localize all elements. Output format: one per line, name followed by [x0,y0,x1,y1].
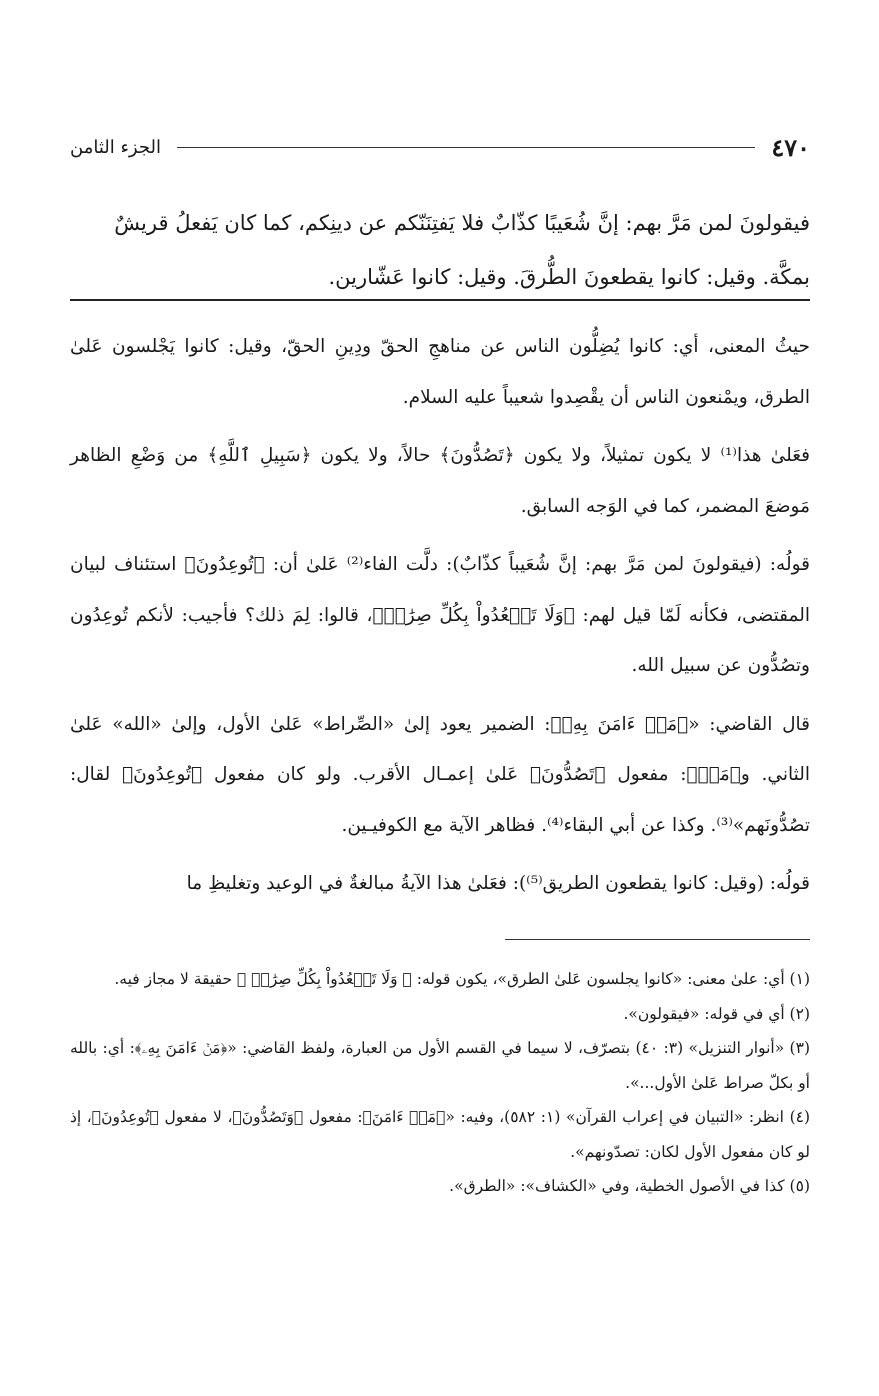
section-divider [70,299,810,301]
paragraph-1: حيثُ المعنى، أي: كانوا يُضِلُّون الناس عن مناهجِ الحقّ ودِينِ الحقّ، وقيل: كانوا يَجْلسون عَلىٰ الطرق، ويمْنعون الناس أن يقْصِدوا شعيباً عليه السلام. [70,336,810,408]
quoted-text-block [70,196,810,304]
footnote-divider [505,939,810,940]
footnote-5: (٥) كذا في الأصول الخطية، وفي «الكشاف»: «الطرق». [449,1177,810,1195]
footnote-1: (١) أي: علىٰ معنى: «كانوا يجلسون عَلىٰ الطرق»، يكون قوله: ﴿ وَلَا تَقۡعُدُواْ بِكُلِّ صِرَٰطٖ ﴾ حقيقة لا مجاز فيه. [114,970,810,988]
paragraph-4: قال القاضي: «﴿مَنۡ ءَامَنَ بِهِۦ﴾: الضمير يعود إلىٰ «الصِّراط» عَلىٰ الأول، وإلىٰ «الله» عَلىٰ الثاني. و﴿مَنۡ﴾: مفعول ﴿تَصُدُّونَ﴾ عَلىٰ إعمـال الأقرب. ولو كان مفعول ﴿تُوعِدُونَ﴾ لقال: تصُدُّونَهم»⁽³⁾. وكذا عن أبي البقاء⁽⁴⁾. فظاهر الآية مع الكوفيـين. [70,713,810,836]
page-header [70,130,810,164]
page-number: ٤٧٠ [771,132,810,162]
footnote-4: (٤) انظر: «التبيان في إعراب القرآن» (١: ٥٨٢)، وفيه: «﴿مَنۡ ءَامَنَ﴾: مفعول ﴿وَتَصُدُّونَ﴾، لا مفعول ﴿تُوعِدُونَ﴾، إذ لو كان مفعول الأول لكان: تصدّونهم». [70,1108,811,1161]
paragraph-2: فعَلىٰ هذا⁽¹⁾ لا يكون تمثيلاً، ولا يكون ﴿تَصُدُّونَ﴾ حالاً، ولا يكون ﴿سَبِيلِ ٱللَّهِ﴾ من وَضْعِ الظاهر مَوضعَ المضمر، كما في الوَجه السابق. [70,445,810,517]
paragraph-5: قولُه: (وقيل: كانوا يقطعون الطريق⁽⁵⁾): فعَلىٰ هذا الآيةُ مبالغةٌ في الوعيد وتغليظِ ما [186,873,810,894]
part-title: الجزء الثامن [70,136,161,158]
footnotes [70,962,810,1204]
header-rule [177,147,755,148]
paragraph-3: قولُه: (فيقولونَ لمن مَرَّ بهم: إنَّ شُعَيباً كذّابٌ): دلَّت الفاء⁽²⁾ عَلىٰ أن: ﴿تُوعِدُونَ﴾ استئناف لبيان المقتضى، فكأنه لَمّا قيل لهم: ﴿وَلَا تَقۡعُدُواْ بِكُلِّ صِرَٰطٖ﴾، قالوا: لِمَ ذلك؟ فأجيب: لأنكم تُوعِدُون وتصُدُّون عن سبيل الله. [70,554,810,676]
quoted-line-1: فيقولونَ لمن مَرَّ بهم: إنَّ شُعَيبًا كذّابٌ فلا يَفتِنَنّكم عن دينِكم، كما كان يَفعلُ قريشٌ [114,211,810,235]
footnote-3: (٣) «أنوار التنزيل» (٣: ٤٠) بتصرّف، لا سيما في القسم الأول من العبارة، ولفظ القاضي: «﴿مَنۡ ءَامَنَ بِهِۦ﴾: أي: بالله أو بكلّ صراط عَلىٰ الأول...». [70,1039,810,1092]
footnote-2: (٢) أي في قوله: «فيقولون». [623,1004,810,1023]
commentary-body [70,322,810,918]
quoted-line-2: بمكَّة. وقيل: كانوا يقطعونَ الطُّرقَ. وقيل: كانوا عَشّارين. [328,265,810,289]
